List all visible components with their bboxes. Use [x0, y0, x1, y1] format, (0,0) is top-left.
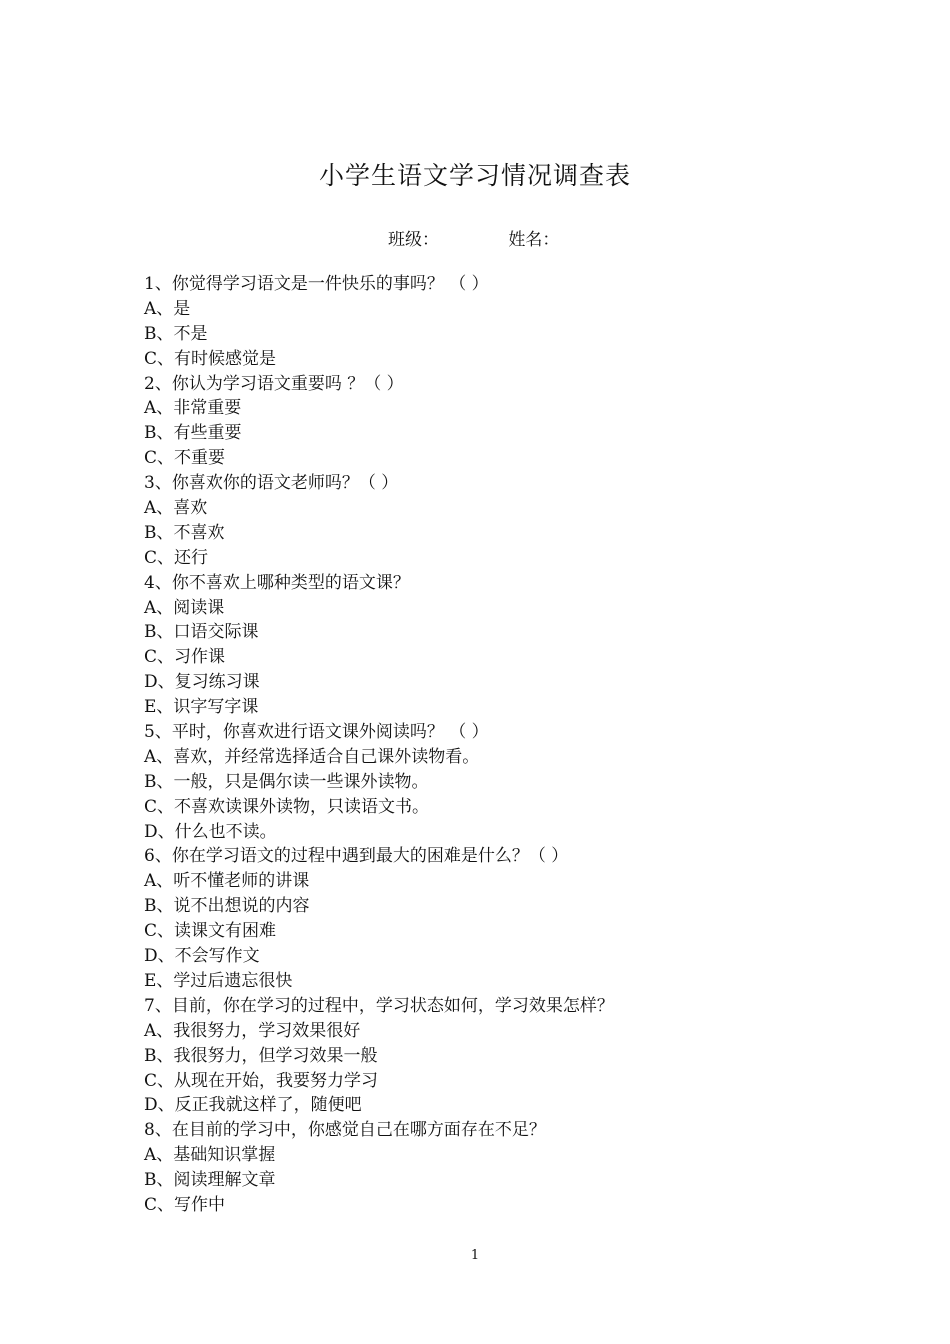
question-line: 2、你认为学习语文重要吗 ？（ ）: [144, 373, 404, 394]
student-info: [388, 225, 559, 250]
question-line: 7、目前，你在学习的过程中，学习状态如何，学习效果怎样？: [144, 995, 614, 1016]
question-line: 3、你喜欢你的语文老师吗？（ ）: [144, 473, 399, 494]
survey-questions: [144, 272, 824, 1218]
option-line: A、非常重要: [144, 398, 242, 419]
option-line: B、我很努力，但学习效果一般: [144, 1045, 378, 1066]
option-line: D、什么也不读。: [144, 821, 277, 842]
option-line: C、有时候感觉是: [144, 348, 277, 369]
option-line: E、识字写字课: [144, 697, 259, 718]
option-line: B、阅读理解文章: [144, 1170, 276, 1191]
option-line: A、基础知识掌握: [144, 1145, 276, 1166]
option-line: C、习作课: [144, 647, 226, 668]
question-line: 1、你觉得学习语文是一件快乐的事吗？ （ ）: [144, 274, 489, 294]
option-line: C、读课文有困难: [144, 921, 277, 942]
option-line: A、我很努力，学习效果很好: [144, 1020, 361, 1041]
question-line: 8、在目前的学习中，你感觉自己在哪方面存在不足？: [144, 1120, 546, 1141]
question-line: 5、平时，你喜欢进行语文课外阅读吗？ （ ）: [144, 722, 489, 743]
option-line: B、不是: [144, 323, 208, 344]
question-line: 4、你不喜欢上哪种类型的语文课？: [144, 572, 410, 593]
option-line: A、喜欢，并经常选择适合自己课外读物看。: [144, 746, 480, 767]
option-line: B、一般，只是偶尔读一些课外读物。: [144, 771, 429, 792]
option-line: B、有些重要: [144, 423, 242, 444]
option-line: E、学过后遗忘很快: [144, 970, 293, 991]
page-number: 1: [470, 1248, 480, 1263]
option-line: C、还行: [144, 547, 209, 568]
option-line: B、说不出想说的内容: [144, 896, 310, 917]
name-label: 姓名：: [508, 230, 560, 250]
option-line: C、从现在开始，我要努力学习: [144, 1070, 379, 1091]
option-line: A、阅读课: [144, 597, 225, 618]
option-line: B、口语交际课: [144, 622, 259, 643]
document-title: 小学生语文学习情况调查表: [318, 161, 631, 190]
option-line: A、是: [144, 298, 191, 319]
class-label: 班级：: [388, 230, 439, 250]
question-line: 6、你在学习语文的过程中遇到最大的困难是什么？（ ）: [144, 846, 569, 867]
option-line: C、不喜欢读课外读物，只读语文书。: [144, 796, 430, 817]
option-line: A、喜欢: [144, 498, 208, 519]
option-line: D、复习练习课: [144, 672, 260, 693]
option-line: C、写作中: [144, 1194, 226, 1215]
option-line: B、不喜欢: [144, 522, 225, 543]
option-line: C、不重要: [144, 448, 226, 469]
option-line: D、反正我就这样了，随便吧: [144, 1095, 362, 1116]
option-line: D、不会写作文: [144, 946, 260, 967]
option-line: A、听不懂老师的讲课: [144, 871, 310, 892]
